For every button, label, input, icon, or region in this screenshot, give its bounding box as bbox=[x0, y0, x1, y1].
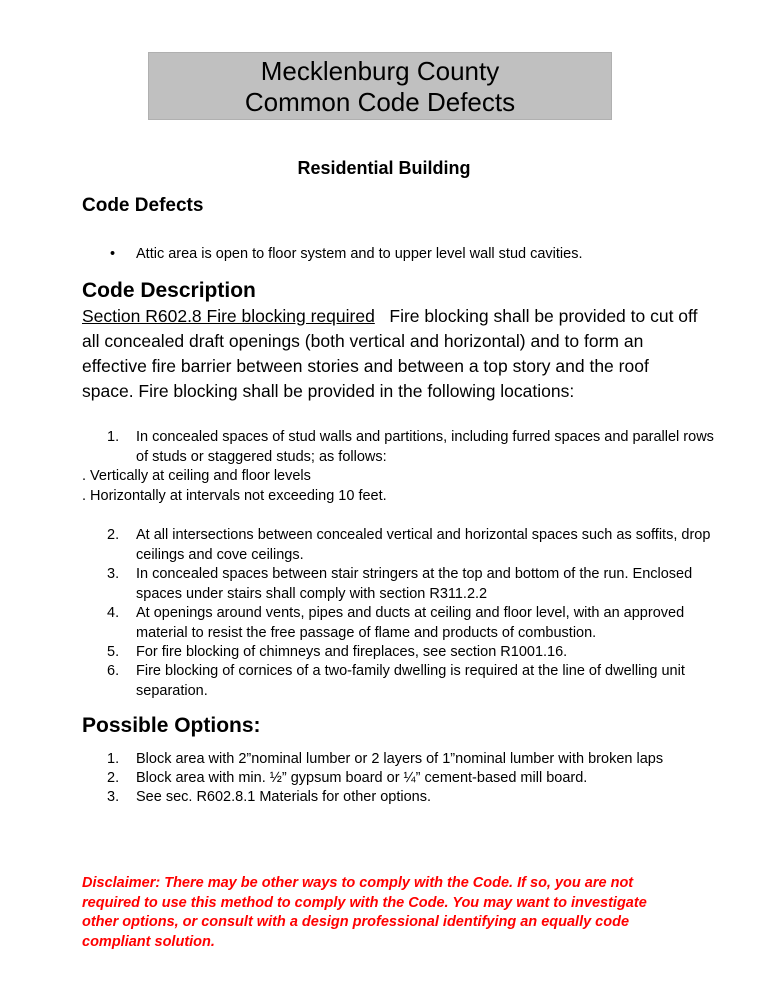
code-defects-heading: Code Defects bbox=[82, 195, 204, 216]
code-description-paragraph bbox=[82, 304, 702, 404]
list-number: 6. bbox=[107, 663, 120, 679]
list-text: In concealed spaces of stud walls and partitions, including furred spaces and parallel rows of studs or staggered studs; as follows: bbox=[136, 429, 714, 465]
list-text: Block area with 2”nominal lumber or 2 layers of 1”nominal lumber with broken laps bbox=[136, 751, 664, 767]
options-heading: Possible Options: bbox=[82, 714, 261, 737]
description-text: Fire blocking shall be provided to cut off all concealed draft openings (both vertical and horizontal) and to form an effective fire barrier between stories and between a top story and the roof space. Fire blocking shall be provided in the following locations: bbox=[82, 306, 698, 401]
list-number: 1. bbox=[107, 429, 120, 445]
bullet-icon: • bbox=[110, 246, 116, 262]
subtitle: Residential Building bbox=[297, 158, 471, 178]
sub-item: . Horizontally at intervals not exceeding 10 feet. bbox=[82, 488, 387, 504]
list-number: 3. bbox=[107, 789, 120, 805]
list-text: Block area with min. ½” gypsum board or ¼” cement-based mill board. bbox=[136, 770, 588, 786]
disclaimer: Disclaimer: There may be other ways to comply with the Code. If so, you are not required to use this method to comply with the Code. You may want to investigate other options, or consult with a design professional identifying an equally code compliant solution. bbox=[82, 875, 647, 950]
title-line-1: Mecklenburg County bbox=[260, 56, 500, 86]
list-number: 4. bbox=[107, 605, 120, 621]
section-reference: Section R602.8 Fire blocking required bbox=[82, 306, 375, 326]
list-text: At openings around vents, pipes and ducts at ceiling and floor level, with an approved material to resist the free passage of flame and products of combustion. bbox=[136, 605, 685, 641]
list-text: Fire blocking of cornices of a two-family dwelling is required at the line of dwelling unit separation. bbox=[136, 663, 685, 699]
list-number: 5. bbox=[107, 644, 120, 660]
list-text: See sec. R602.8.1 Materials for other options. bbox=[136, 789, 431, 805]
list-number: 3. bbox=[107, 566, 120, 582]
code-description-heading: Code Description bbox=[82, 279, 256, 302]
title-line-2: Common Code Defects bbox=[244, 87, 516, 117]
list-number: 2. bbox=[107, 527, 120, 543]
list-number: 2. bbox=[107, 770, 120, 786]
title-box bbox=[148, 52, 612, 120]
sub-item: . Vertically at ceiling and floor levels bbox=[82, 468, 311, 484]
list-text: At all intersections between concealed vertical and horizontal spaces such as soffits, drop ceilings and cove ceilings. bbox=[136, 527, 711, 563]
list-text: For fire blocking of chimneys and fireplaces, see section R1001.16. bbox=[136, 644, 568, 660]
list-number: 1. bbox=[107, 751, 120, 767]
list-text: In concealed spaces between stair stringers at the top and bottom of the run. Enclosed spaces under stairs shall comply with section R311.2.2 bbox=[136, 566, 693, 602]
defect-text: Attic area is open to floor system and to upper level wall stud cavities. bbox=[136, 246, 583, 262]
